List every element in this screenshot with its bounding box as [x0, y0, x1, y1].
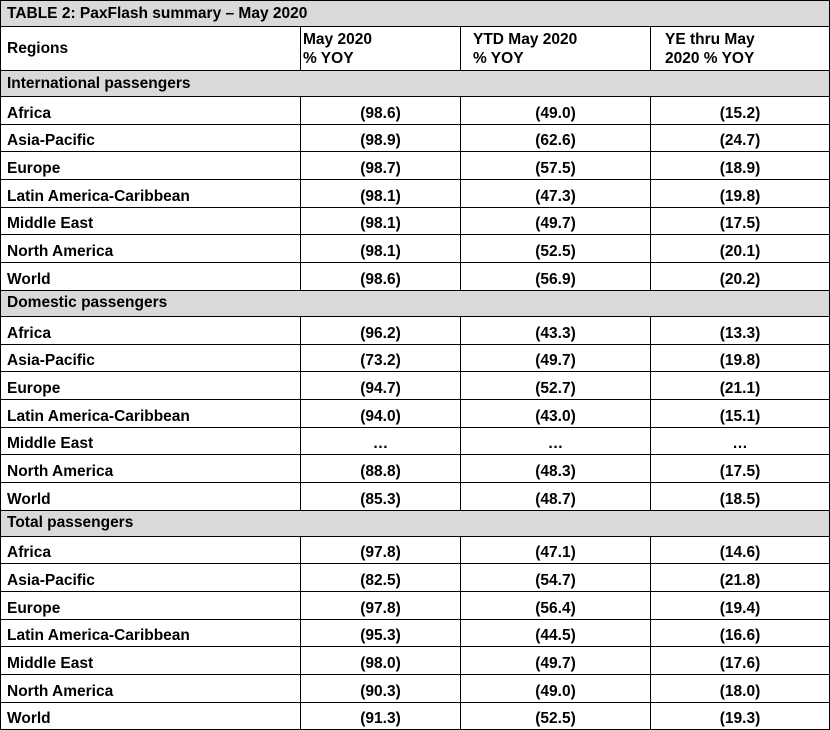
table-body [1, 71, 830, 730]
ye-thru-may-cell: (16.6) [651, 619, 830, 647]
ye-thru-may-cell: (19.8) [651, 180, 830, 208]
section-title: Total passengers [1, 510, 830, 536]
table-row [1, 536, 830, 564]
ytd-may-2020-cell: (52.7) [461, 372, 651, 400]
region-cell: Europe [1, 152, 301, 180]
may-2020-cell: (98.9) [301, 124, 461, 152]
ytd-may-2020-cell: (54.7) [461, 564, 651, 592]
table-row [1, 482, 830, 510]
header-may-2020 [301, 27, 461, 71]
may-2020-cell: (95.3) [301, 619, 461, 647]
table-title-row [1, 1, 830, 27]
table-row [1, 180, 830, 208]
table-row [1, 372, 830, 400]
header-may-2020-line2: % YOY [303, 49, 354, 67]
table-row [1, 427, 830, 455]
table-row [1, 124, 830, 152]
ytd-may-2020-cell: (44.5) [461, 619, 651, 647]
may-2020-cell: (97.8) [301, 592, 461, 620]
ye-thru-may-cell: (17.6) [651, 647, 830, 675]
ye-thru-may-cell: (21.8) [651, 564, 830, 592]
ye-thru-may-cell: (18.0) [651, 675, 830, 703]
ytd-may-2020-cell: (49.7) [461, 344, 651, 372]
ytd-may-2020-cell: … [461, 427, 651, 455]
ytd-may-2020-cell: (49.7) [461, 207, 651, 235]
ytd-may-2020-cell: (56.9) [461, 263, 651, 291]
may-2020-cell: (98.1) [301, 180, 461, 208]
region-cell: Asia-Pacific [1, 344, 301, 372]
may-2020-cell: (73.2) [301, 344, 461, 372]
ytd-may-2020-cell: (57.5) [461, 152, 651, 180]
region-cell: Europe [1, 592, 301, 620]
region-cell: Africa [1, 536, 301, 564]
may-2020-cell: (98.1) [301, 235, 461, 263]
ye-thru-may-cell: (19.3) [651, 702, 830, 730]
ytd-may-2020-cell: (49.0) [461, 675, 651, 703]
ye-thru-may-cell: (19.8) [651, 344, 830, 372]
header-ytd-line2: % YOY [473, 49, 524, 67]
table-row [1, 207, 830, 235]
region-cell: World [1, 702, 301, 730]
table-row [1, 647, 830, 675]
may-2020-cell: (98.0) [301, 647, 461, 675]
section-header-row [1, 71, 830, 97]
table-row [1, 235, 830, 263]
ytd-may-2020-cell: (48.7) [461, 482, 651, 510]
ytd-may-2020-cell: (49.7) [461, 647, 651, 675]
may-2020-cell: (98.6) [301, 263, 461, 291]
ytd-may-2020-cell: (49.0) [461, 97, 651, 125]
ye-thru-may-cell: (17.5) [651, 455, 830, 483]
region-cell: Latin America-Caribbean [1, 399, 301, 427]
ytd-may-2020-cell: (47.1) [461, 536, 651, 564]
may-2020-cell: (98.1) [301, 207, 461, 235]
region-cell: North America [1, 675, 301, 703]
column-header-row [1, 27, 830, 71]
region-cell: Middle East [1, 207, 301, 235]
may-2020-cell: (85.3) [301, 482, 461, 510]
may-2020-cell: (94.7) [301, 372, 461, 400]
ye-thru-may-cell: (24.7) [651, 124, 830, 152]
ytd-may-2020-cell: (48.3) [461, 455, 651, 483]
region-cell: North America [1, 455, 301, 483]
ye-thru-may-cell: (20.2) [651, 263, 830, 291]
table-row [1, 152, 830, 180]
region-cell: Latin America-Caribbean [1, 180, 301, 208]
region-cell: World [1, 482, 301, 510]
may-2020-cell: (97.8) [301, 536, 461, 564]
region-cell: Middle East [1, 647, 301, 675]
may-2020-cell: (94.0) [301, 399, 461, 427]
table-row [1, 619, 830, 647]
may-2020-cell: (90.3) [301, 675, 461, 703]
table-row [1, 316, 830, 344]
ye-thru-may-cell: (21.1) [651, 372, 830, 400]
section-title: Domestic passengers [1, 290, 830, 316]
table-row [1, 592, 830, 620]
ytd-may-2020-cell: (52.5) [461, 235, 651, 263]
region-cell: Asia-Pacific [1, 124, 301, 152]
table-row [1, 455, 830, 483]
may-2020-cell: (88.8) [301, 455, 461, 483]
may-2020-cell: (82.5) [301, 564, 461, 592]
region-cell: Middle East [1, 427, 301, 455]
ye-thru-may-cell: (14.6) [651, 536, 830, 564]
table-title: TABLE 2: PaxFlash summary – May 2020 [1, 1, 830, 27]
ye-thru-may-cell: (20.1) [651, 235, 830, 263]
ye-thru-may-cell: (13.3) [651, 316, 830, 344]
may-2020-cell: (91.3) [301, 702, 461, 730]
ye-thru-may-cell: (15.1) [651, 399, 830, 427]
region-cell: Europe [1, 372, 301, 400]
may-2020-cell: (98.6) [301, 97, 461, 125]
header-ye-line2: 2020 % YOY [665, 49, 755, 67]
ytd-may-2020-cell: (43.3) [461, 316, 651, 344]
ye-thru-may-cell: (18.5) [651, 482, 830, 510]
ytd-may-2020-cell: (62.6) [461, 124, 651, 152]
may-2020-cell: (96.2) [301, 316, 461, 344]
region-cell: North America [1, 235, 301, 263]
table-row [1, 399, 830, 427]
region-cell: World [1, 263, 301, 291]
region-cell: Africa [1, 316, 301, 344]
header-ye-thru-may [651, 27, 830, 71]
section-title: International passengers [1, 71, 830, 97]
region-cell: Asia-Pacific [1, 564, 301, 592]
may-2020-cell: … [301, 427, 461, 455]
ye-thru-may-cell: (18.9) [651, 152, 830, 180]
header-regions: Regions [1, 27, 301, 71]
header-ytd-line1: YTD May 2020 [473, 30, 578, 48]
ytd-may-2020-cell: (52.5) [461, 702, 651, 730]
region-cell: Africa [1, 97, 301, 125]
ye-thru-may-cell: … [651, 427, 830, 455]
header-ye-line1: YE thru May [665, 30, 755, 48]
table-row [1, 263, 830, 291]
table-row [1, 344, 830, 372]
header-may-2020-line1: May 2020 [303, 30, 372, 48]
section-header-row [1, 290, 830, 316]
ytd-may-2020-cell: (43.0) [461, 399, 651, 427]
section-header-row [1, 510, 830, 536]
ye-thru-may-cell: (17.5) [651, 207, 830, 235]
ye-thru-may-cell: (19.4) [651, 592, 830, 620]
header-ytd-may-2020 [461, 27, 651, 71]
ytd-may-2020-cell: (56.4) [461, 592, 651, 620]
region-cell: Latin America-Caribbean [1, 619, 301, 647]
may-2020-cell: (98.7) [301, 152, 461, 180]
ytd-may-2020-cell: (47.3) [461, 180, 651, 208]
table-row [1, 564, 830, 592]
table-row [1, 97, 830, 125]
table-row [1, 702, 830, 730]
ye-thru-may-cell: (15.2) [651, 97, 830, 125]
table-row [1, 675, 830, 703]
